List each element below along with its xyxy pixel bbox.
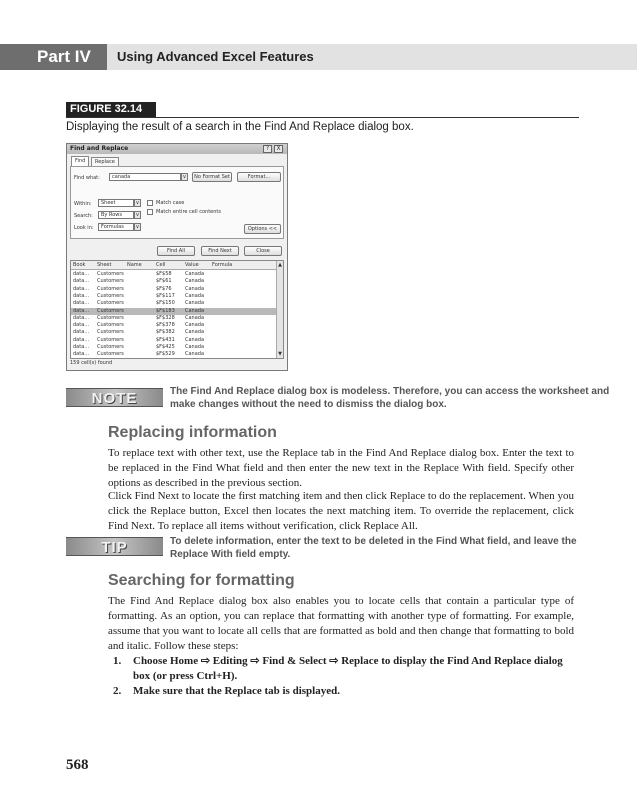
table-cell: $F$382 <box>156 329 175 336</box>
table-cell: $F$117 <box>156 292 175 299</box>
results-header <box>71 261 277 270</box>
table-cell: Customers <box>97 285 124 292</box>
col-cell[interactable]: Cell <box>156 262 166 268</box>
scroll-down-icon[interactable]: ▼ <box>278 351 282 357</box>
table-cell: Customers <box>97 278 124 285</box>
results-scrollbar[interactable] <box>276 261 283 358</box>
paragraph: Click Find Next to locate the first matching item and then click Replace to do the replacement. When you click the Replace button, Excel then locates the next matching item. To override the replacement, click Find Next. To replace all items without verification, click Replace All. <box>108 490 574 532</box>
search-label: Search: <box>74 213 93 219</box>
figure-caption: Displaying the result of a search in the Find And Replace dialog box. <box>66 121 414 133</box>
lookin-label: Look in: <box>74 225 94 231</box>
table-cell: Canada <box>185 278 205 285</box>
table-cell: Customers <box>97 322 124 329</box>
table-cell: data... <box>73 314 90 321</box>
table-cell: Canada <box>185 344 205 350</box>
chevron-down-icon[interactable]: v <box>134 223 141 231</box>
table-cell: Canada <box>185 351 205 358</box>
col-name[interactable]: Name <box>127 262 142 268</box>
section-heading-searching: Searching for formatting <box>108 572 295 589</box>
table-cell: Canada <box>185 336 205 343</box>
options-button[interactable]: Options << <box>244 224 281 234</box>
within-select[interactable]: Sheet <box>98 199 134 207</box>
table-cell: Customers <box>97 344 124 350</box>
table-cell: Canada <box>185 322 205 329</box>
table-cell: $F$61 <box>156 278 172 285</box>
find-all-button[interactable]: Find All <box>157 246 195 256</box>
table-cell: $F$76 <box>156 285 172 292</box>
no-format-set-preview: No Format Set <box>192 172 232 182</box>
tab-find[interactable]: Find <box>71 156 89 166</box>
table-cell: Customers <box>97 351 124 358</box>
match-entire-label: Match entire cell contents <box>156 209 221 215</box>
chevron-down-icon[interactable]: v <box>134 211 141 219</box>
close-icon[interactable]: X <box>274 145 283 153</box>
match-entire-checkbox[interactable] <box>147 209 153 215</box>
tip-line-2: Replace With field empty. <box>170 549 291 560</box>
table-cell: $F$529 <box>156 351 175 358</box>
table-cell: Customers <box>97 314 124 321</box>
page-number: 568 <box>66 757 89 773</box>
paragraph: To replace text with other text, use the Replace tab in the Find And Replace dialog box. Enter the text to be replaced in the Find What field and then enter the new text in the Replace With field. Specify other options as described in the previous section. <box>108 447 574 489</box>
dialog-title: Find and Replace <box>67 144 287 154</box>
table-cell: Customers <box>97 292 124 299</box>
col-book[interactable]: Book <box>73 262 86 268</box>
table-row[interactable] <box>71 351 277 359</box>
table-cell: data... <box>73 278 90 285</box>
note-line-2: make changes without the need to dismiss the dialog box. <box>170 399 447 410</box>
find-next-button[interactable]: Find Next <box>201 246 239 256</box>
step-number: 1. <box>113 655 122 667</box>
table-cell: Customers <box>97 300 124 307</box>
section-heading-replacing: Replacing information <box>108 424 277 441</box>
table-cell: data... <box>73 336 90 343</box>
step-number: 2. <box>113 685 122 697</box>
chevron-down-icon[interactable]: v <box>181 173 188 181</box>
col-sheet[interactable]: Sheet <box>97 262 112 268</box>
table-cell: $F$378 <box>156 322 175 329</box>
tab-replace[interactable]: Replace <box>91 157 119 166</box>
find-what-input[interactable]: canada <box>109 173 181 181</box>
chapter-title: Using Advanced Excel Features <box>117 49 314 64</box>
table-cell: data... <box>73 271 90 277</box>
note-badge <box>66 388 163 407</box>
table-cell: $F$183 <box>156 307 175 314</box>
step-text: Choose Home ⇨ Editing ⇨ Find & Select ⇨ Replace to display the Find And Replace dialog box (or press Ctrl+H). <box>133 655 563 682</box>
match-case-checkbox[interactable] <box>147 200 153 206</box>
step-text: Make sure that the Replace tab is displayed. <box>133 685 340 697</box>
help-icon[interactable]: ? <box>263 145 272 153</box>
format-button[interactable]: Format... <box>237 172 281 182</box>
table-cell: data... <box>73 351 90 358</box>
col-formula[interactable]: Formula <box>212 262 233 268</box>
running-header <box>0 44 637 70</box>
table-cell: $F$328 <box>156 314 175 321</box>
table-cell: data... <box>73 292 90 299</box>
results-list[interactable] <box>70 260 284 359</box>
table-cell: data... <box>73 285 90 292</box>
note-label: NOTE <box>91 390 138 407</box>
find-replace-dialog <box>66 143 288 371</box>
paragraph: The Find And Replace dialog box also enables you to locate cells that contain a particular type of formatting. As an option, you can replace that formatting with another type of formatting. For example, assume that you want to locate all cells that are formatted as bold and then change that formatting to bold and italic. Follow these steps: <box>108 595 574 652</box>
within-label: Within: <box>74 201 92 207</box>
table-cell: data... <box>73 300 90 307</box>
table-cell: Canada <box>185 329 205 336</box>
status-text: 159 cell(s) found <box>70 360 113 366</box>
part-label: Part IV <box>0 44 107 70</box>
table-cell: Canada <box>185 285 205 292</box>
table-cell: data... <box>73 307 90 314</box>
chevron-down-icon[interactable]: v <box>134 199 141 207</box>
table-cell: Canada <box>185 307 205 314</box>
table-cell: Customers <box>97 329 124 336</box>
table-cell: Customers <box>97 271 124 277</box>
table-cell: data... <box>73 322 90 329</box>
step-item <box>113 654 573 684</box>
step-item <box>113 684 573 699</box>
tip-line-1: To delete information, enter the text to be deleted in the Find What field, and leave the <box>170 536 577 547</box>
lookin-select[interactable]: Formulas <box>98 223 134 231</box>
match-case-label: Match case <box>156 200 185 206</box>
table-cell: $F$431 <box>156 336 175 343</box>
table-cell: Canada <box>185 292 205 299</box>
table-cell: $F$58 <box>156 271 172 277</box>
figure-label: FIGURE 32.14 <box>66 102 156 117</box>
figure-rule <box>66 117 579 118</box>
scroll-up-icon[interactable]: ▲ <box>278 262 282 268</box>
table-cell: data... <box>73 344 90 350</box>
table-cell: Customers <box>97 307 124 314</box>
col-value[interactable]: Value <box>185 262 199 268</box>
table-cell: Canada <box>185 314 205 321</box>
tip-label: TIP <box>101 539 128 556</box>
tip-badge <box>66 537 163 556</box>
find-what-label: Find what: <box>74 175 100 181</box>
table-cell: $F$150 <box>156 300 175 307</box>
table-cell: Canada <box>185 300 205 307</box>
table-cell: Canada <box>185 271 205 277</box>
note-line-1: The Find And Replace dialog box is modeless. Therefore, you can access the worksheet and <box>170 386 610 397</box>
search-select[interactable]: By Rows <box>98 211 134 219</box>
table-cell: Customers <box>97 336 124 343</box>
table-cell: data... <box>73 329 90 336</box>
close-button[interactable]: Close <box>244 246 282 256</box>
table-cell: $F$425 <box>156 344 175 350</box>
find-panel <box>70 166 284 239</box>
